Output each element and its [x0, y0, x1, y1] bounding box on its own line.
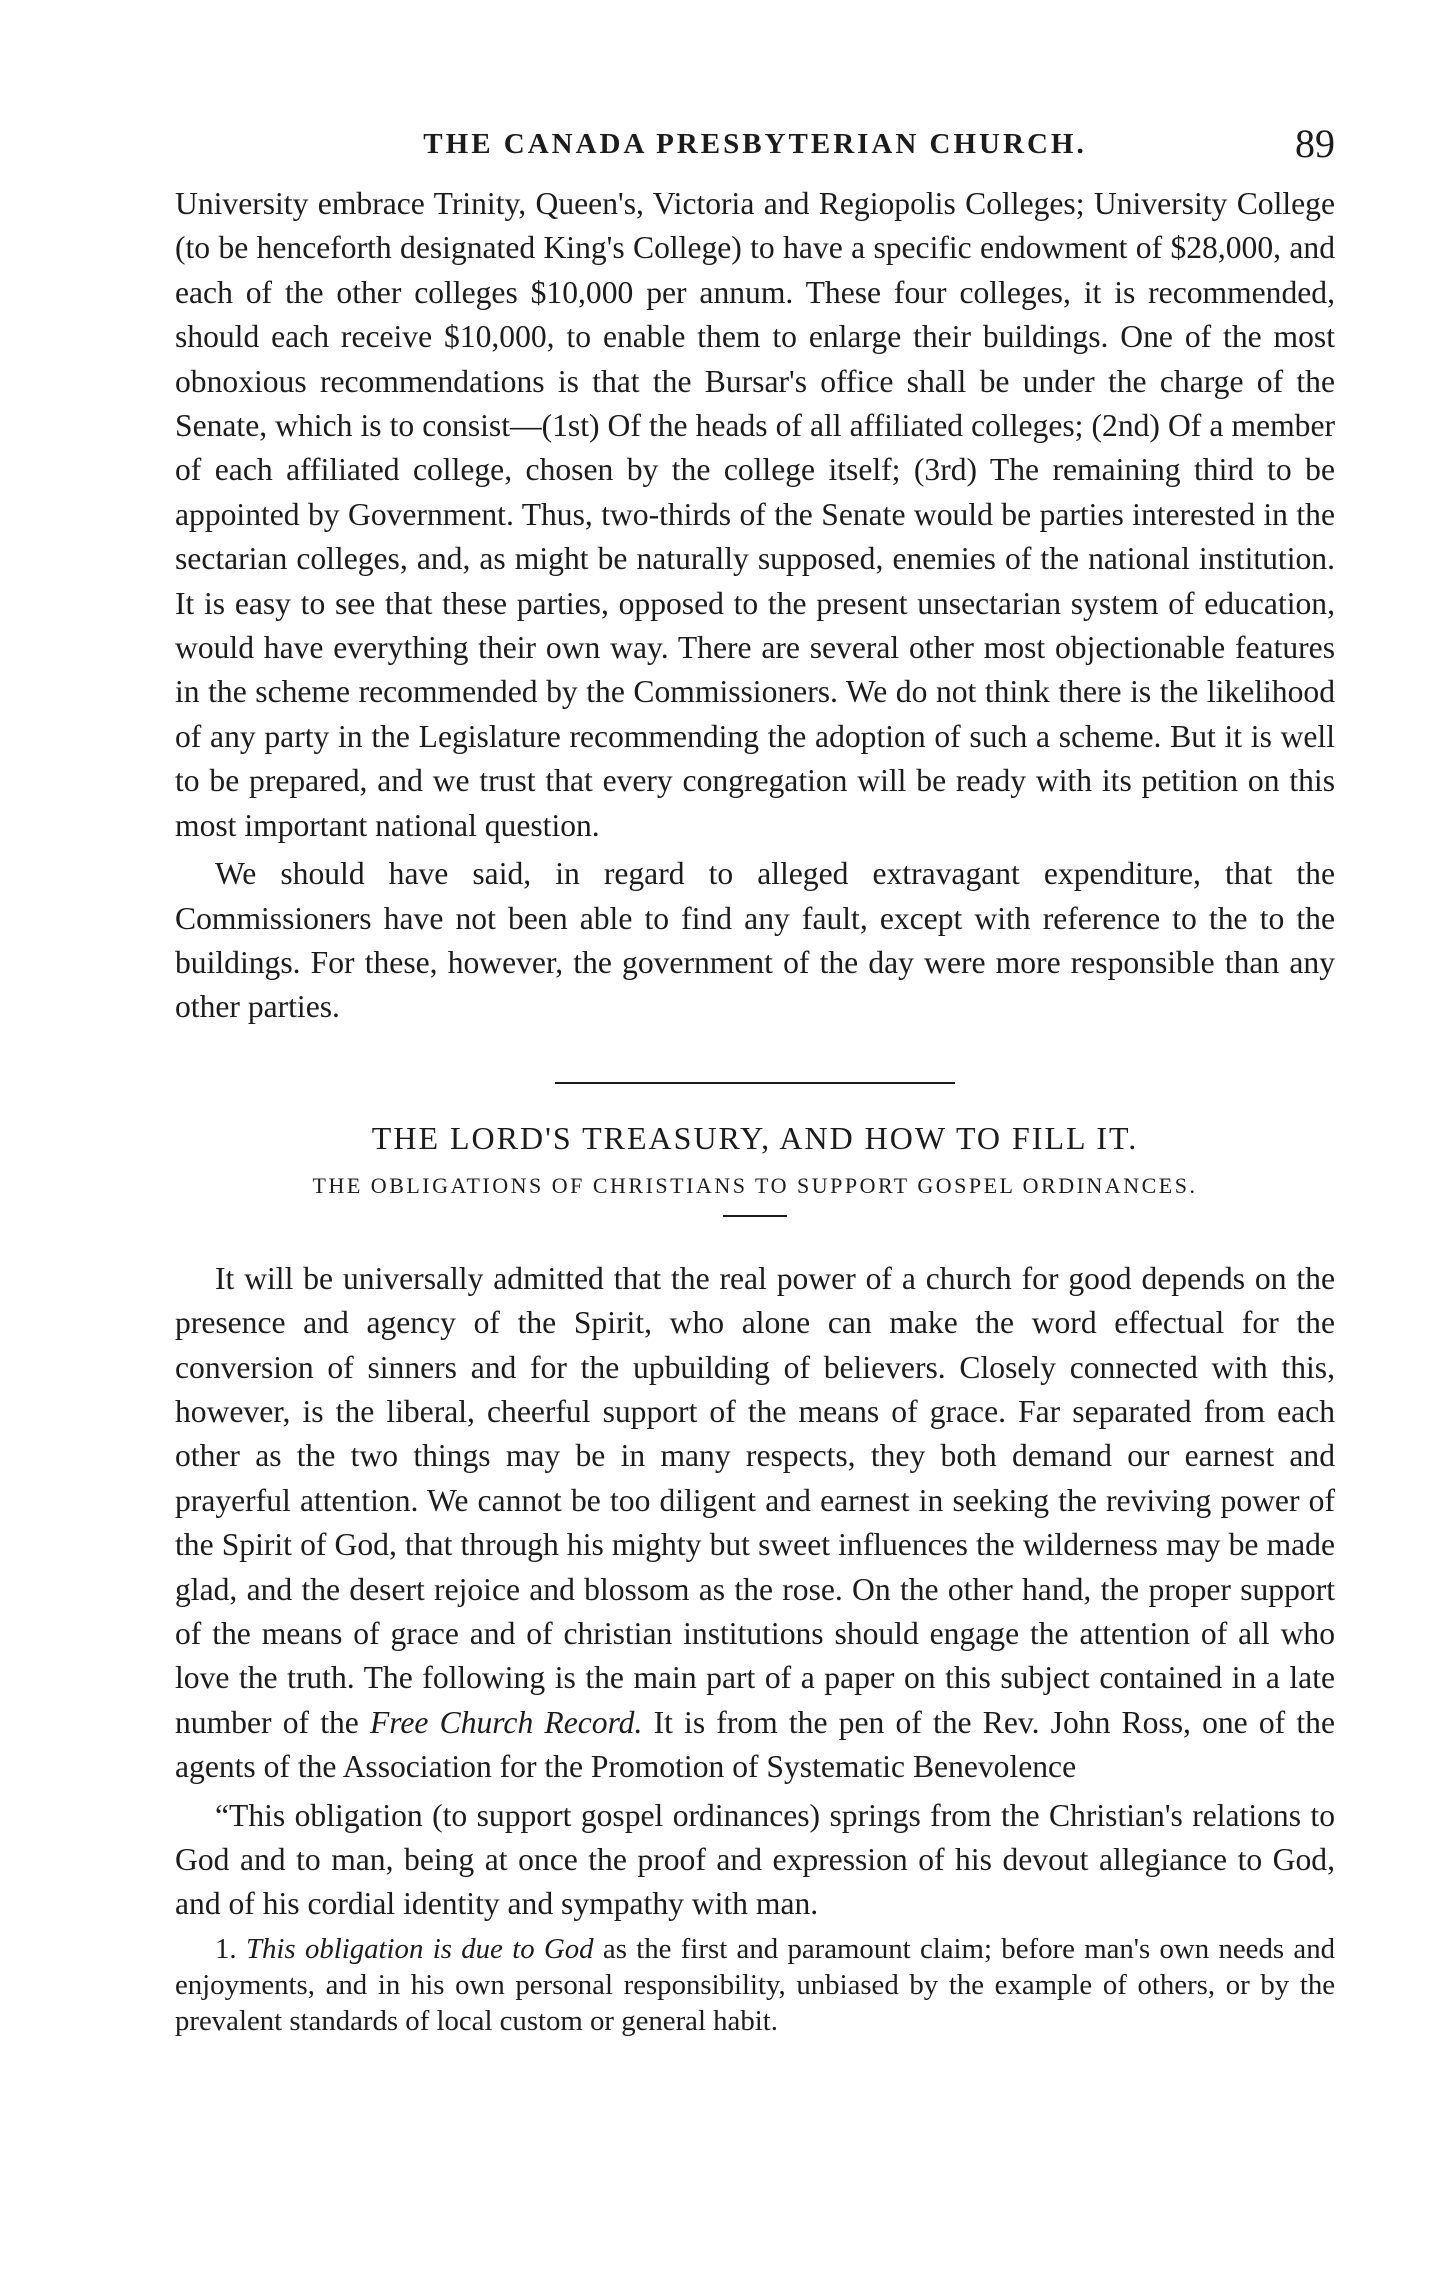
- section1-paragraph-1: University embrace Trinity, Queen's, Victoria and Regiopolis Colleges; University College (to be henceforth designated King's College) to have a specific endowment of $28,000, and each of the other colleges $10,000 per annum. These four colleges, it is recommended, should each receive $10,000, to enable them to enlarge their buildings. One of the most obnoxious recommendations is that the Bursar's office shall be under the charge of the Senate, which is to consist—(1st) Of the heads of all affiliated colleges; (2nd) Of a member of each affiliated college, chosen by the college itself; (3rd) The remaining third to be appointed by Government. Thus, two-thirds of the Senate would be parties interested in the sectarian colleges, and, as might be naturally supposed, enemies of the national institution. It is easy to see that these parties, opposed to the present unsectarian system of education, would have everything their own way. There are several other most objectionable features in the scheme recommended by the Commissioners. We do not think there is the likelihood of any party in the Legislature recommending the adoption of such a scheme. But it is well to be prepared, and we trust that every congregation will be ready with its petition on this most important national question.: [175, 186, 1335, 843]
- running-title: THE CANADA PRESBYTERIAN CHURCH.: [423, 128, 1087, 160]
- article-paragraph-1-start: It will be universally admitted that the real power of a church for good depends on the presence and agency of the Spirit, who alone can make the word effectual for the conversion of sinners and for the upbuilding of believers. Closely connected with this, however, is the liberal, cheerful support of the means of grace. Far separated from each other as the two things may be in many respects, they both demand our earnest and prayerful attention. We cannot be too diligent and earnest in seeking the reviving power of the Spirit of God, that through his mighty but sweet influences the wilderness may be made glad, and the desert rejoice and blossom as the rose. On the other hand, the proper support of the means of grace and of christian institutions should engage the attention of all who love the truth. The following is the main part of a paper on this subject contained in a late number of the: [175, 1260, 1335, 1740]
- point-heading: This obligation is due to God: [245, 1932, 594, 1965]
- title-divider: [723, 1215, 787, 1217]
- article-paragraph-1: [175, 1257, 1335, 1790]
- page-number: 89: [1295, 121, 1335, 166]
- section-divider: [555, 1082, 955, 1084]
- point-number: 1.: [215, 1932, 237, 1965]
- article-title: THE LORD'S TREASURY, AND HOW TO FILL IT.: [371, 1119, 1139, 1156]
- article-paragraph-2: “This obligation (to support gospel ordinances) springs from the Christian's relations to God and to man, being at once the proof and expression of his devout allegiance to God, and of his cordial identity and sympathy with man.: [175, 1797, 1335, 1922]
- article-body: [175, 1257, 1335, 2039]
- point-text: as the first and paramount claim; before man's own needs and enjoyments, and in his own personal responsibility, unbiased by the example of others, or by the prevalent standards of local custom or general habit.: [175, 1932, 1335, 2037]
- running-header: [175, 122, 1335, 182]
- numbered-point-1: [175, 1931, 1335, 2039]
- article-paragraph-1-end: It is from the pen of the Rev. John Ross, one of the agents of the Association for the Promotion of Systematic Benevolence: [175, 1704, 1335, 1785]
- article-subtitle: THE OBLIGATIONS OF CHRISTIANS TO SUPPORT GOSPEL ORDINANCES.: [312, 1172, 1198, 1198]
- publication-name: Free Church Record.: [369, 1704, 643, 1740]
- document-page: [175, 120, 1335, 2220]
- section1-paragraph-2: We should have said, in regard to alleged extravagant expenditure, that the Commissioners have not been able to find any fault, except with reference to the to the buildings. For these, however, the government of the day were more responsible than any other parties.: [175, 856, 1335, 1025]
